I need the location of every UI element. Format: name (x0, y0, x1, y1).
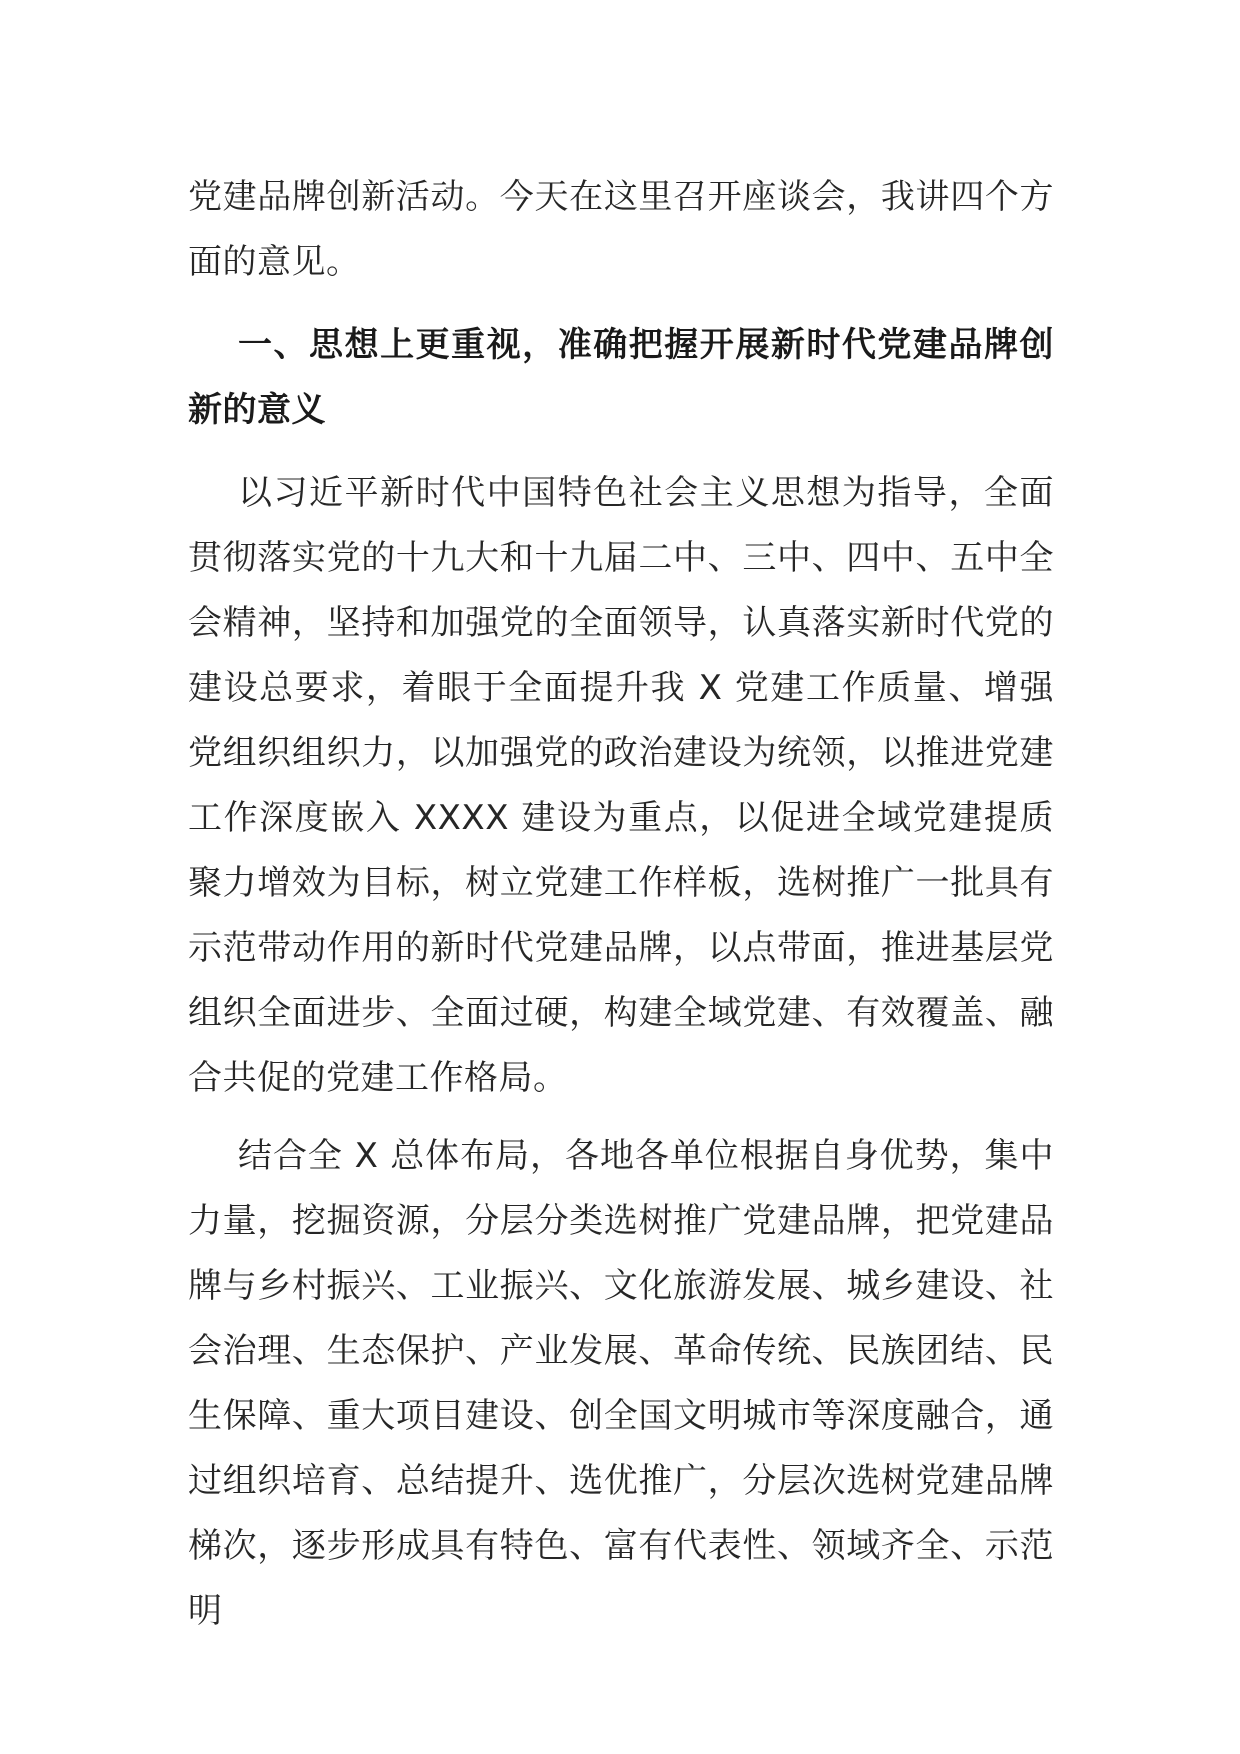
body-paragraph-1-block (188, 461, 1054, 1111)
section-heading-block (188, 313, 1054, 443)
body-paragraph-1: 以习近平新时代中国特色社会主义思想为指导，全面贯彻落实党的十九大和十九届二中、三中、四中、五中全会精神，坚持和加强党的全面领导，认真落实新时代党的建设总要求，着眼于全面提升我 X 党建工作质量、增强党组织组织力，以加强党的政治建设为统领，以推进党建工作深度嵌入 XXXX 建设为重点，以促进全域党建提质聚力增效为目标，树立党建工作样板，选树推广一批具有示范带动作用的新时代党建品牌，以点带面，推进基层党组织全面进步、全面过硬，构建全域党建、有效覆盖、融合共促的党建工作格局。 (188, 473, 1054, 1098)
intro-paragraph-block (188, 165, 1054, 295)
body-paragraph-2-block (188, 1124, 1054, 1644)
intro-paragraph: 党建品牌创新活动。今天在这里召开座谈会，我讲四个方面的意见。 (188, 177, 1054, 282)
section-heading: 一、思想上更重视，准确把握开展新时代党建品牌创新的意义 (188, 325, 1054, 430)
body-paragraph-2: 结合全 X 总体布局，各地各单位根据自身优势，集中力量，挖掘资源，分层分类选树推广党建品牌，把党建品牌与乡村振兴、工业振兴、文化旅游发展、城乡建设、社会治理、生态保护、产业发展、革命传统、民族团结、民生保障、重大项目建设、创全国文明城市等深度融合，通过组织培育、总结提升、选优推广，分层次选树党建品牌梯次，逐步形成具有特色、富有代表性、领域齐全、示范明 (188, 1136, 1054, 1631)
